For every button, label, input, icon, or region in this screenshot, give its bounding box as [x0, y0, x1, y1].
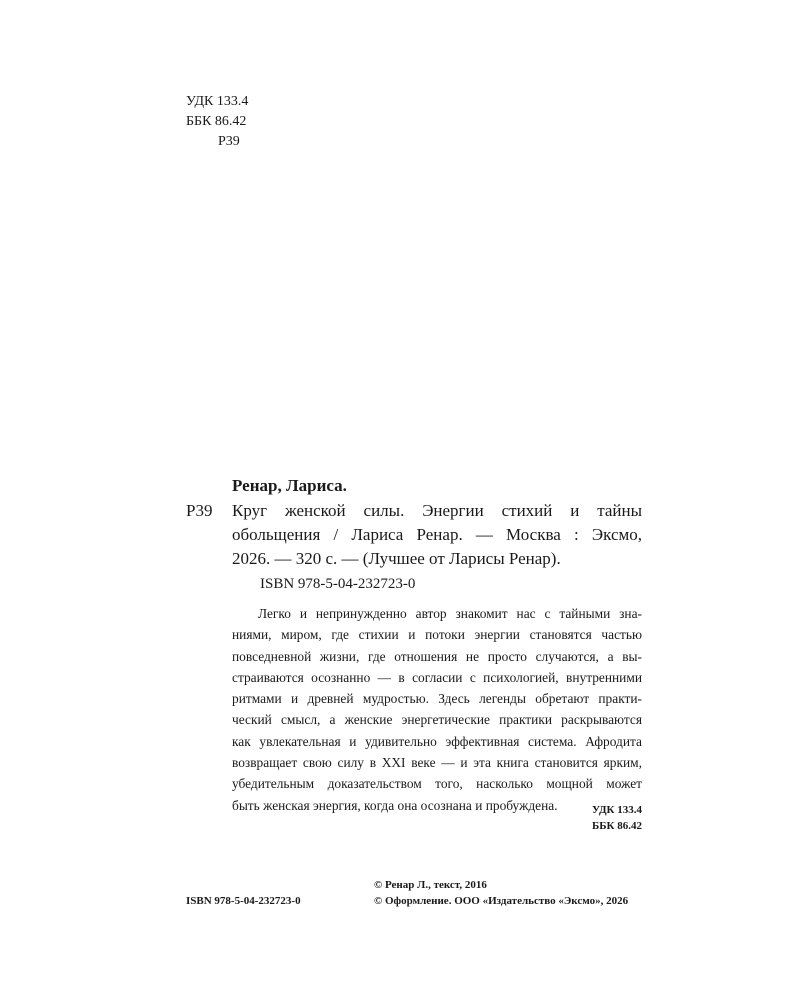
annotation-line: как увлекательная и удивительно эффективная система. Афродита — [232, 733, 642, 749]
annotation-line: ритмами и древней мудростью. Здесь легенды обретают практи- — [232, 691, 642, 707]
copyright-notice — [374, 877, 628, 909]
entry-line: Круг женской силы. Энергии стихий и тайны — [232, 501, 642, 520]
entry-author: Ренар, Лариса. — [232, 476, 347, 495]
entry-description — [232, 499, 642, 571]
annotation-line: страиваются осознанно — в согласии с психологией, внутренними — [232, 669, 642, 685]
entry-isbn: ISBN 978-5-04-232723-0 — [260, 576, 416, 592]
classification-codes-top — [186, 92, 248, 152]
classification-codes-bottom — [592, 802, 642, 834]
entry-line: обольщения / Лариса Ренар. — Москва : Эксмо, — [232, 525, 642, 544]
entry-line: 2026. — 320 с. — (Лучшее от Ларисы Ренар). — [232, 549, 561, 568]
annotation-line: убедительным доказательством того, насколько мощной может — [232, 776, 642, 792]
annotation-line: ческий смысл, а женские энергетические практики раскрываются — [232, 712, 642, 728]
udk-code: УДК 133.4 — [186, 94, 249, 109]
annotation-line: ниями, миром, где стихии и потоки энергии становятся частью — [232, 627, 642, 643]
bbk-code: ББК 86.42 — [186, 114, 247, 129]
udk-code-bottom: УДК 133.4 — [591, 804, 642, 816]
annotation-line: быть женская энергия, когда она осознана и пробуждена. — [232, 797, 558, 813]
entry-author-mark: Р39 — [186, 501, 213, 520]
copyright-text: © Ренар Л., текст, 2016 — [374, 879, 487, 891]
annotation-line: повседневной жизни, где отношения не просто случаются, а вы- — [232, 648, 642, 664]
author-mark: Р39 — [218, 134, 240, 149]
footer-isbn: ISBN 978-5-04-232723-0 — [186, 895, 301, 907]
annotation-line: Легко и непринужденно автор знакомит нас с тайными зна- — [258, 606, 642, 621]
annotation-line: возвращает свою силу в XXI веке — и эта книга становится ярким, — [232, 755, 642, 771]
copyright-design: © Оформление. ООО «Издательство «Эксмо», 2026 — [374, 895, 629, 907]
annotation — [232, 603, 642, 816]
bbk-code-bottom: ББК 86.42 — [591, 820, 642, 832]
